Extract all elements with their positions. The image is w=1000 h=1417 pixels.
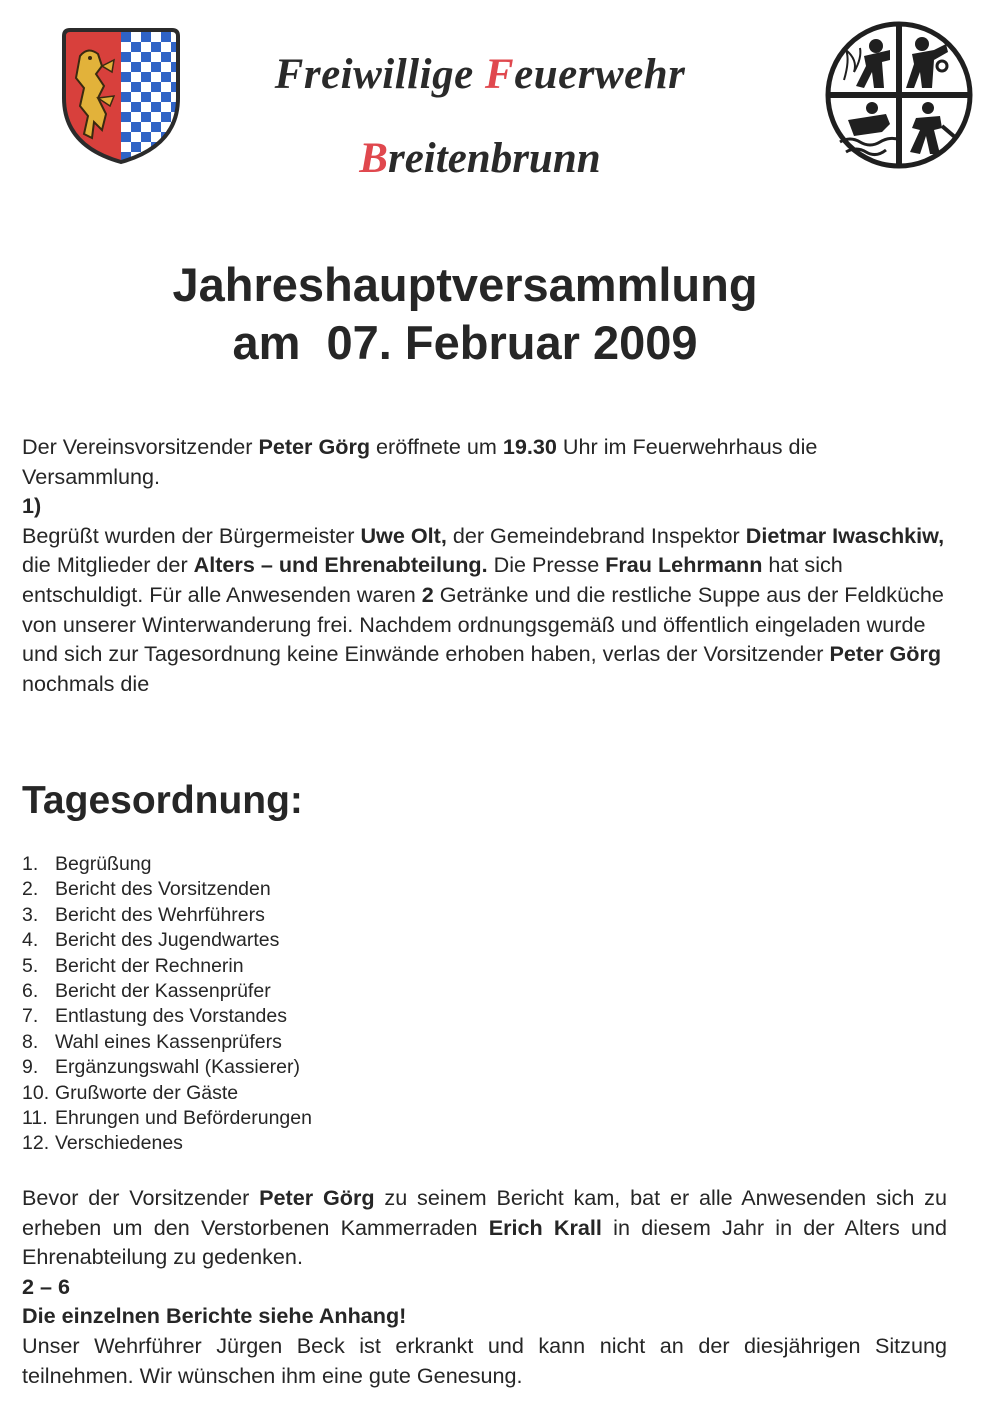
agenda-item xyxy=(22,979,312,1004)
text-run: nochmals die xyxy=(22,670,150,696)
text-run: Der Vereinsvorsitzender xyxy=(22,434,259,459)
agenda-item-label: Wahl eines Kassenprüfers xyxy=(55,1030,282,1053)
deceased-name: Erich Krall xyxy=(488,1214,602,1240)
opening-paragraph xyxy=(22,432,947,491)
reports-note-text: Die einzelnen Berichte siehe Anhang! xyxy=(22,1303,407,1329)
agenda-item-label: Bericht der Rechnerin xyxy=(55,954,244,977)
agenda-item xyxy=(22,1106,312,1131)
agenda-item-label: Bericht des Vorsitzenden xyxy=(55,878,271,901)
org-word-breitenbrunn: reitenbrunn xyxy=(387,135,601,182)
item-number: 1) xyxy=(22,493,42,519)
agenda-item-number: 7. xyxy=(22,1005,39,1028)
welcome-paragraph xyxy=(22,521,947,699)
text-run: Getränke und die restliche Suppe aus der Feldküche von unserer Winterwanderung frei. Nachdem ordnungsgemäß und öffentlich eingeladen wurde und sich zur Tagesordnung keine Einwände erhoben haben, verlas der Vorsitzender xyxy=(22,581,944,667)
agenda-item xyxy=(22,1030,312,1055)
agenda-item-number: 12. xyxy=(22,1132,50,1155)
text-run: Die Presse xyxy=(487,552,606,578)
agenda-item xyxy=(22,954,312,979)
text-run: der Gemeindebrand Inspektor xyxy=(446,522,746,548)
press-name: Frau Lehrmann xyxy=(605,552,763,578)
chairman-name: Peter Görg xyxy=(829,641,942,667)
agenda-item xyxy=(22,1055,312,1080)
reports-note xyxy=(22,1301,947,1331)
agenda-item-label: Ehrungen und Beförderungen xyxy=(55,1107,312,1130)
mayor-name: Uwe Olt, xyxy=(360,522,447,548)
intro-block xyxy=(22,432,947,698)
agenda-item-label: Entlastung des Vorstandes xyxy=(55,1005,287,1028)
agenda-item xyxy=(22,852,312,877)
agenda-item xyxy=(22,903,312,928)
inspector-name: Dietmar Iwaschkiw, xyxy=(745,522,945,548)
text-run: in diesem Jahr in der Alters und Ehrenabteilung zu gedenken. xyxy=(22,1214,947,1270)
item-label-2-6 xyxy=(22,1272,947,1302)
agenda-item-number: 6. xyxy=(22,980,39,1003)
agenda-heading: Tagesordnung: xyxy=(22,779,303,822)
agenda-item xyxy=(22,928,312,953)
text-run: hat sich entschuldigt. Für alle Anwesenden waren xyxy=(22,552,843,607)
agenda-item xyxy=(22,877,312,902)
page-title: Jahreshauptversammlung xyxy=(172,258,758,311)
item-range: 2 – 6 xyxy=(22,1273,71,1299)
agenda-item-number: 1. xyxy=(22,853,39,875)
memorial-paragraph xyxy=(22,1183,947,1272)
text-run: Uhr im Feuerwehrhaus die Versammlung. xyxy=(22,434,818,489)
drinks-count: 2 xyxy=(421,581,434,607)
org-word-freiwillige: reiwillige xyxy=(303,51,485,98)
agenda-item-number: 5. xyxy=(22,954,39,977)
text-run: Begrüßt wurden der Bürgermeister xyxy=(22,522,361,548)
agenda-item xyxy=(22,1004,312,1029)
agenda-item-label: Bericht des Wehrführers xyxy=(55,903,265,926)
illness-paragraph: Unser Wehrführer Jürgen Beck ist erkrankt und kann nicht an der diesjährigen Sitzung teilnehmen. Wir wünschen ihm eine gute Genesung. xyxy=(22,1332,947,1388)
agenda-item-label: Bericht der Kassenprüfer xyxy=(55,980,271,1003)
org-initial-f2: F xyxy=(484,51,515,98)
text-run: zu seinem Bericht kam, bat er alle Anwesenden sich zu erheben um den Verstorbenen Kammerraden xyxy=(22,1185,947,1240)
agenda-item-number: 9. xyxy=(22,1056,39,1079)
agenda-item-number: 3. xyxy=(22,903,39,926)
agenda-item-label: Bericht des Jugendwartes xyxy=(55,929,280,952)
agenda-item-number: 4. xyxy=(22,929,39,952)
agenda-item xyxy=(22,1081,312,1106)
agenda-item xyxy=(22,1131,312,1156)
agenda-item-label: Begrüßung xyxy=(55,853,152,875)
org-initial-b: B xyxy=(359,135,388,182)
agenda-item-label: Grußworte der Gäste xyxy=(55,1081,239,1104)
agenda-list xyxy=(22,852,312,1157)
org-name-line2 xyxy=(0,134,960,183)
chairman-name: Peter Görg xyxy=(259,1185,375,1210)
agenda-item-number: 2. xyxy=(22,878,39,901)
page-title-date: am 07. Februar 2009 xyxy=(232,316,698,369)
department-name: Alters – und Ehrenabteilung. xyxy=(193,552,488,578)
closing-block xyxy=(22,1183,947,1390)
agenda-item-number: 8. xyxy=(22,1030,39,1053)
item-label-1 xyxy=(22,491,947,521)
agenda-item-label: Verschiedenes xyxy=(55,1132,183,1155)
text-run: eröffnete um xyxy=(370,434,503,459)
text-run: Bevor der Vorsitzender xyxy=(22,1185,260,1210)
agenda-item-label: Ergänzungswahl (Kassierer) xyxy=(55,1056,300,1079)
org-initial-f1: F xyxy=(274,51,304,98)
text-run: die Mitglieder der xyxy=(22,552,194,578)
agenda-item-number: 10. xyxy=(22,1081,50,1104)
agenda-item-number: 11. xyxy=(22,1107,48,1130)
chairman-name: Peter Görg xyxy=(258,434,371,459)
org-name-line1 xyxy=(0,50,960,99)
start-time: 19.30 xyxy=(502,434,557,459)
org-word-feuerwehr: euerwehr xyxy=(514,51,686,98)
